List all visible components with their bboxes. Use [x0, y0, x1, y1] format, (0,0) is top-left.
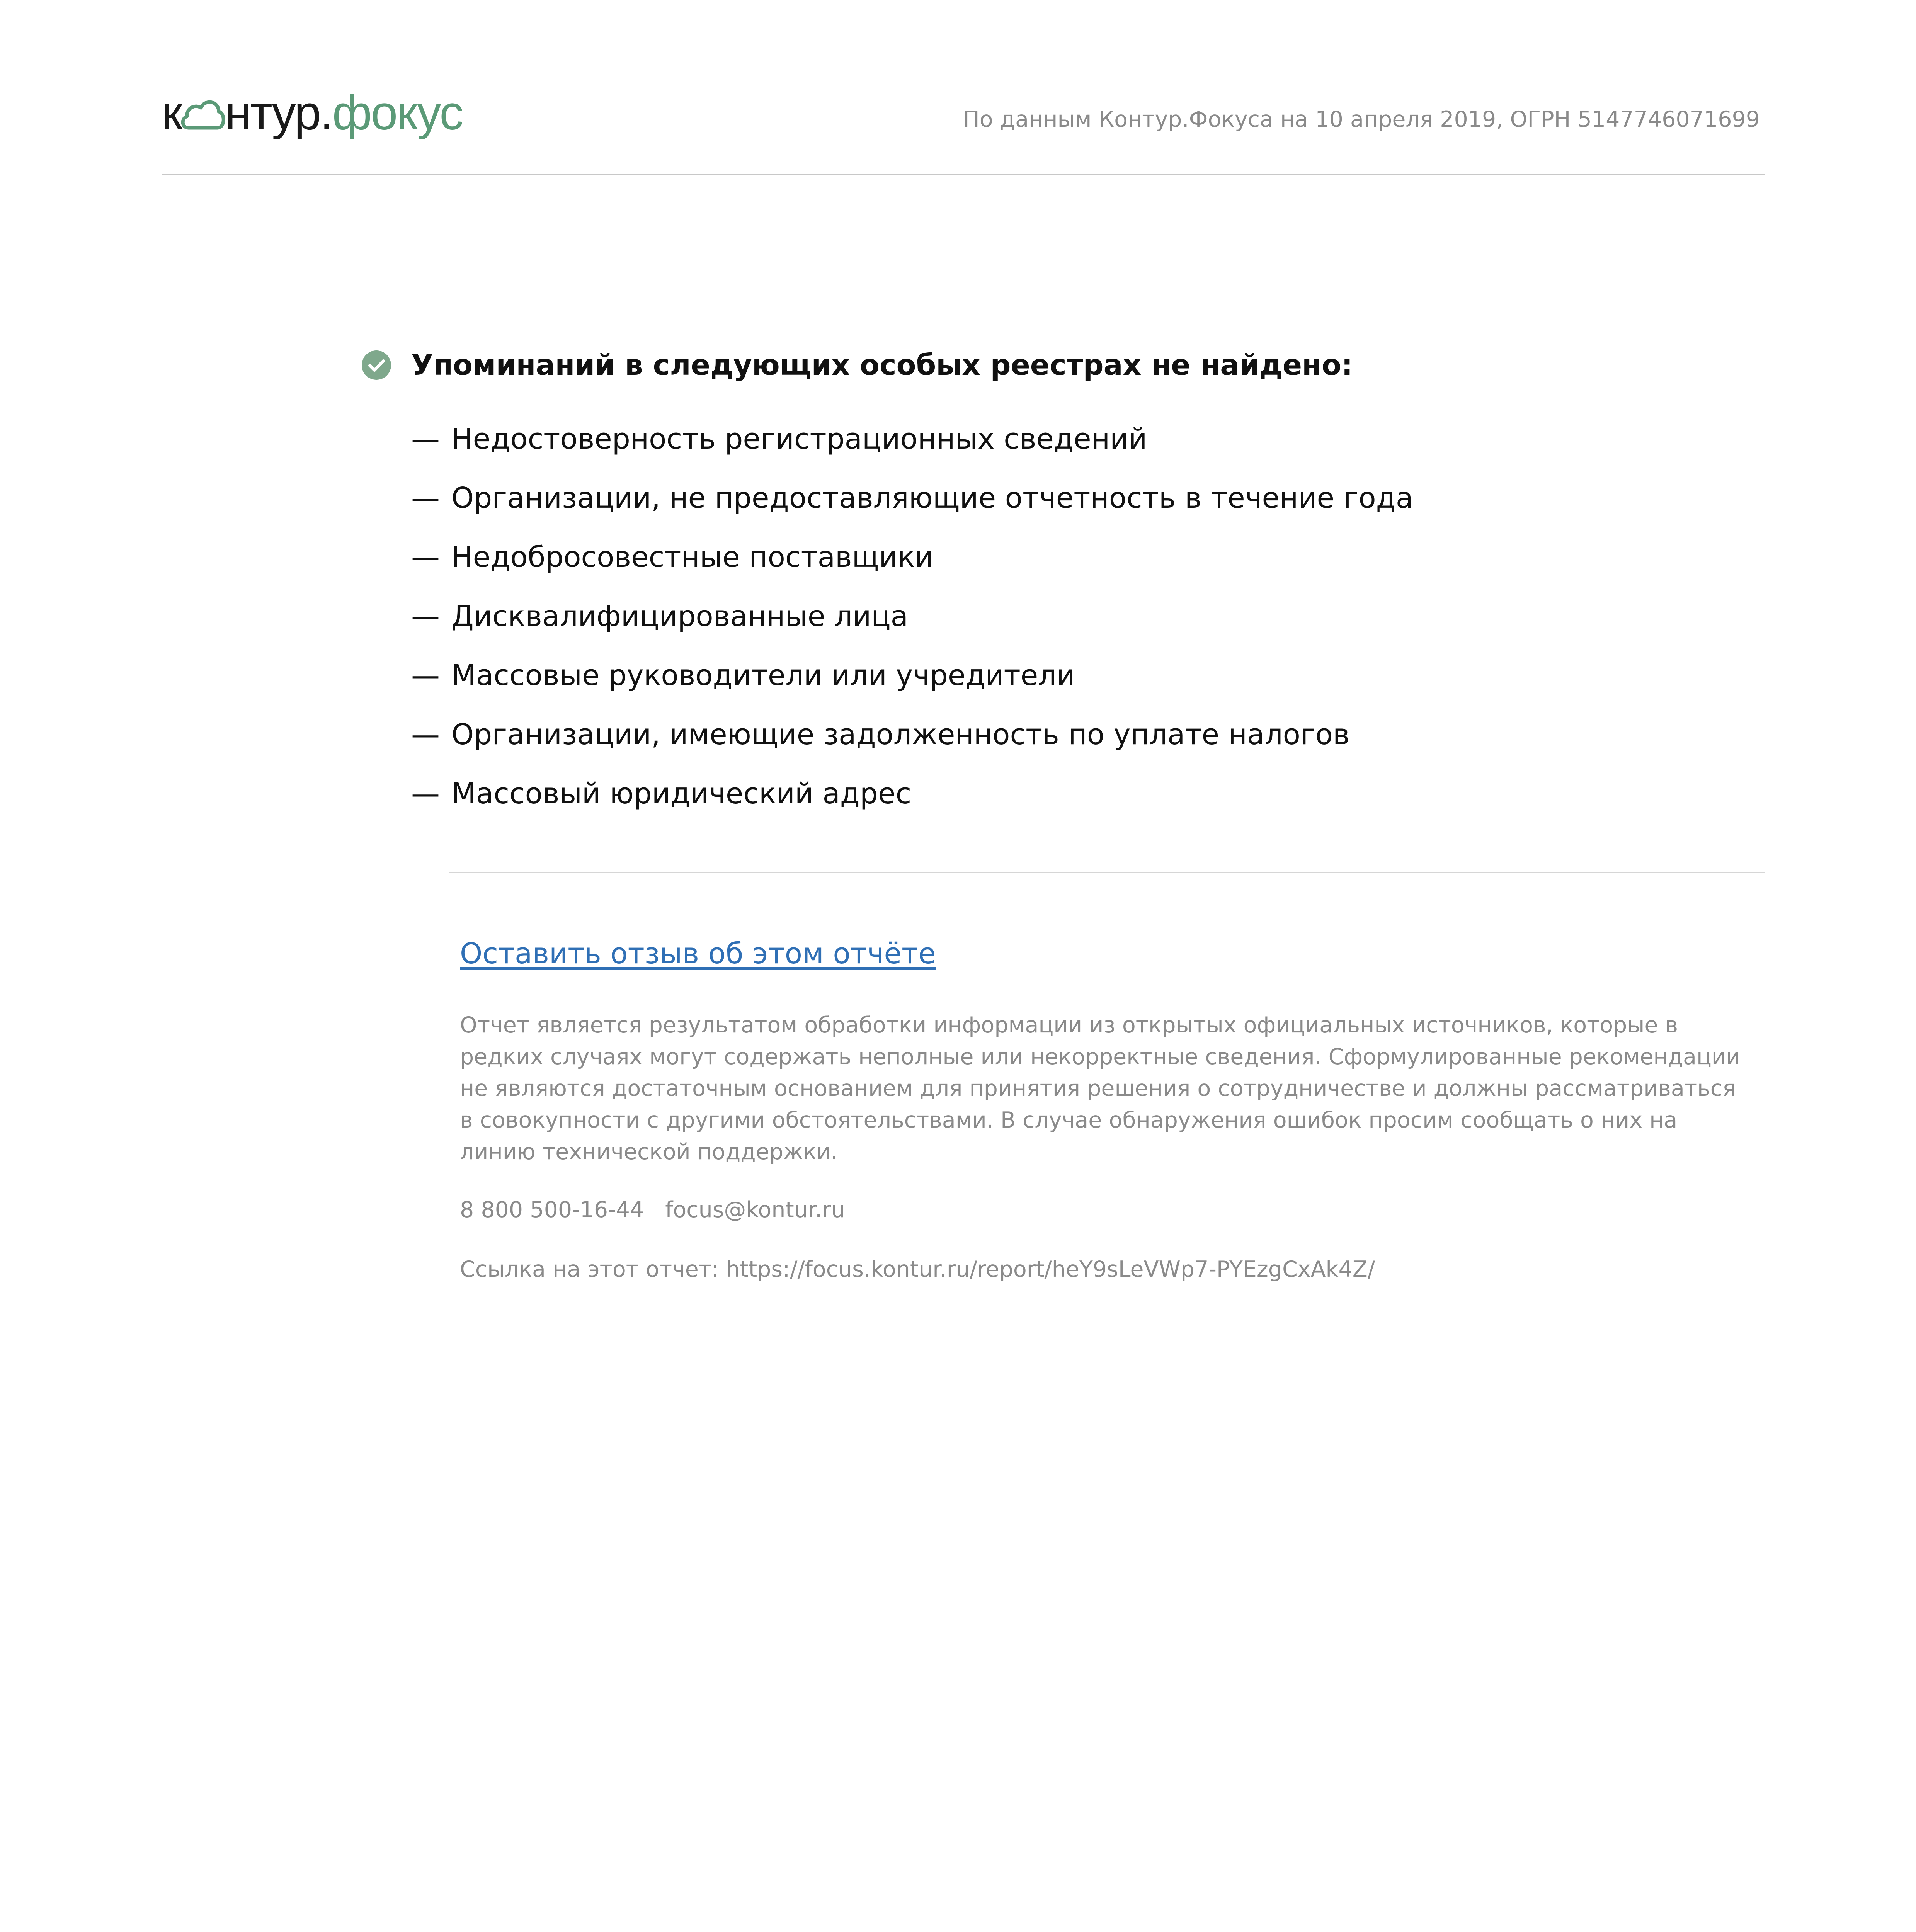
- kontur-fokus-logo: [162, 86, 463, 140]
- special-registries-section: [411, 344, 1764, 823]
- disclaimer-text: Отчет является результатом обработки информации из открытых официальных источников, которые в редких случаях могут содержать неполные или некорректные сведения. Сформулированные рекомендации не являются достаточным основанием для принятия решения о сотрудничестве и должны рассматриваться в совокупности с другими обстоятельствами. В случае обнаружения ошибок просим сообщать о них на линию технической поддержки.: [460, 1012, 1740, 1165]
- registry-list: [411, 410, 1764, 823]
- report-url: Ссылка на этот отчет: https://focus.kontur.ru/report/heY9sLeVWp7-PYEzgCxAk4Z/: [460, 1257, 1375, 1282]
- support-contacts: [460, 1197, 1747, 1223]
- feedback-link[interactable]: Оставить отзыв об этом отчёте: [460, 937, 936, 970]
- logo-letter-k: к: [162, 86, 182, 140]
- list-item: — Дисквалифицированные лица: [411, 600, 909, 633]
- list-item: — Недобросовестные поставщики: [411, 541, 934, 574]
- list-item: — Организации, не предоставляющие отчетность в течение года: [411, 481, 1414, 515]
- page-header: [162, 81, 1765, 175]
- report-footer: [460, 935, 1747, 1282]
- list-item: — Массовые руководители или учредители: [411, 659, 1075, 692]
- logo-word-ntur: нтур.: [225, 86, 332, 140]
- check-circle-icon: [362, 350, 391, 380]
- special-registries-title: Упоминаний в следующих особых реестрах не найдено:: [411, 349, 1353, 382]
- list-item: — Массовый юридический адрес: [411, 777, 912, 810]
- special-registries-heading: [411, 344, 1764, 386]
- logo-word-fokus: фокус: [332, 86, 463, 140]
- list-item: — Организации, имеющие задолженность по уплате налогов: [411, 718, 1350, 751]
- support-email: focus@kontur.ru: [665, 1197, 845, 1223]
- section-divider: [449, 872, 1765, 873]
- report-source-note: По данным Контур.Фокуса на 10 апреля 2019, ОГРН 5147746071699: [963, 107, 1760, 132]
- support-phone: 8 800 500-16-44: [460, 1197, 644, 1223]
- cloud-icon: [180, 91, 226, 139]
- list-item: — Недостоверность регистрационных сведений: [411, 422, 1147, 456]
